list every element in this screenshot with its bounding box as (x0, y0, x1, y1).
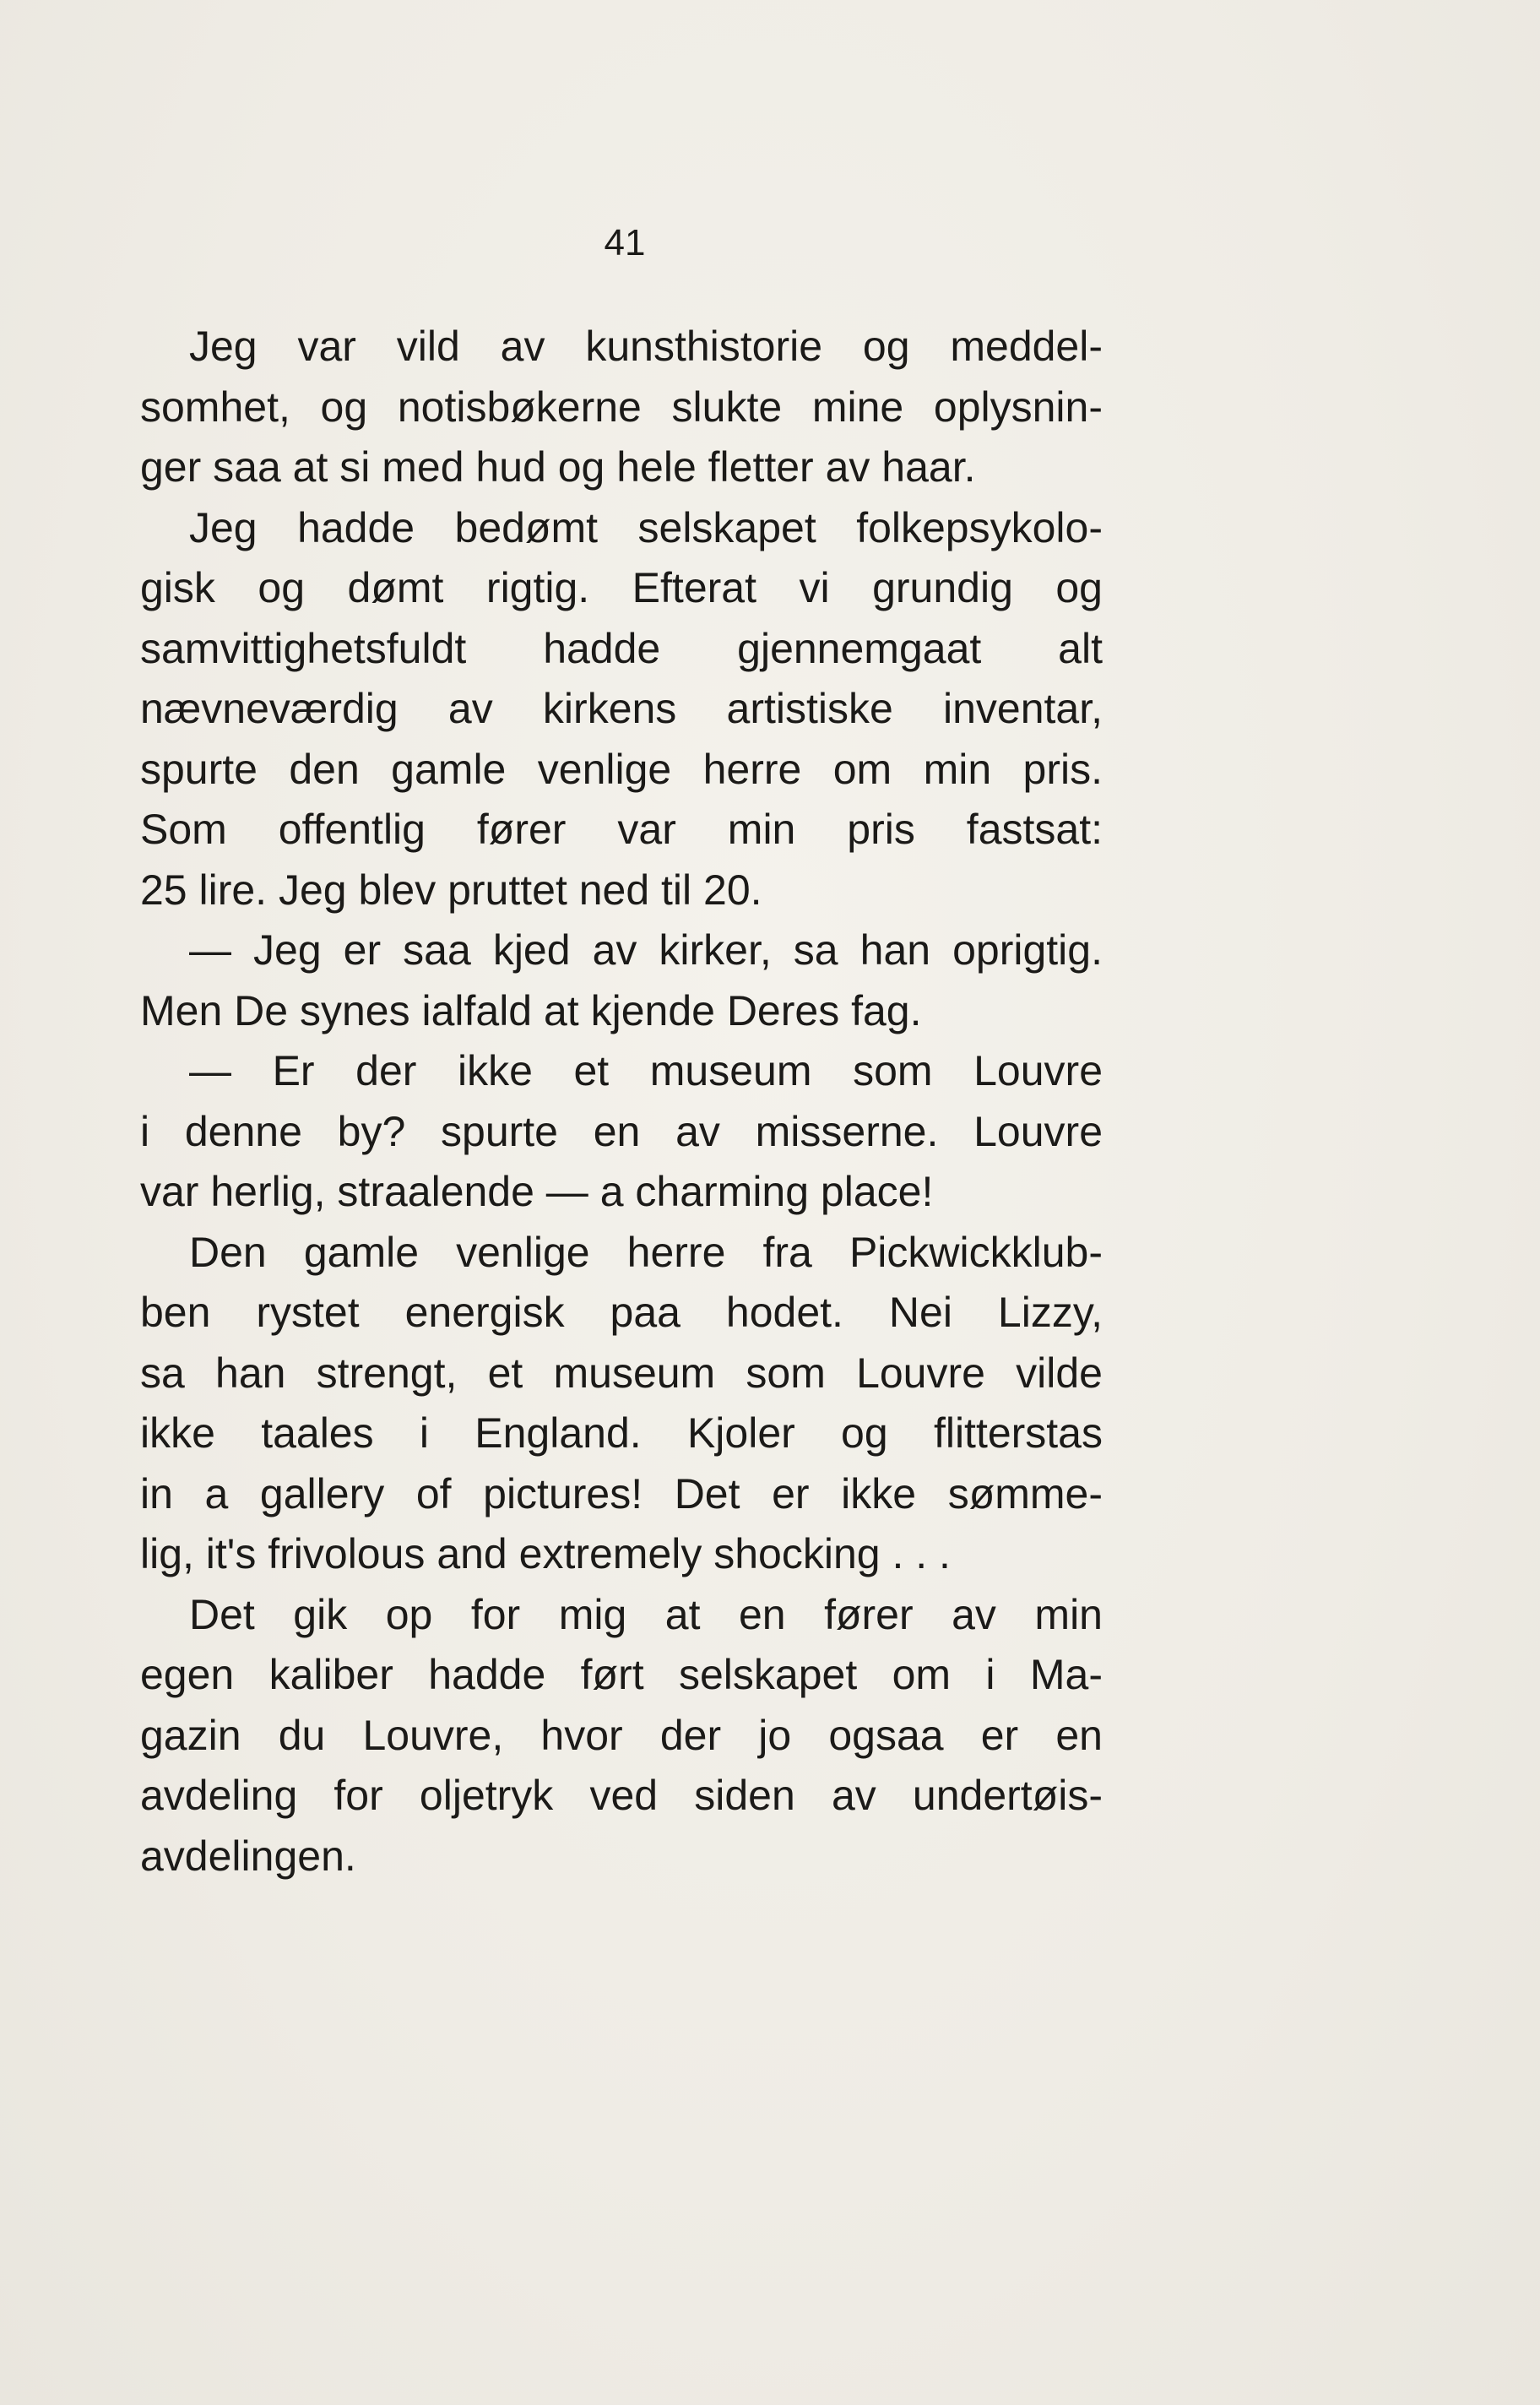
text-line: avdeling for oljetryk ved siden av undertøis- (140, 1772, 1103, 1819)
body-text (140, 317, 1103, 1887)
text-line: samvittighetsfuldt hadde gjennemgaat alt (140, 624, 1103, 672)
text-line: Den gamle venlige herre fra Pickwickklub- (189, 1228, 1103, 1276)
text-line: Jeg hadde bedømt selskapet folkepsykolo- (189, 503, 1103, 551)
text-line: gazin du Louvre, hvor der jo ogsaa er en (140, 1711, 1103, 1759)
text-line: spurte den gamle venlige herre om min pris. (140, 745, 1103, 793)
text-line: var herlig, straalende — a charming place! (140, 1168, 934, 1215)
text-line: gisk og dømt rigtig. Efterat vi grundig og (140, 564, 1103, 611)
text-line: ikke taales i England. Kjoler og flitterstas (140, 1409, 1103, 1457)
text-line: Men De synes ialfald at kjende Deres fag. (140, 986, 922, 1034)
text-line: i denne by? spurte en av misserne. Louvre (140, 1107, 1103, 1155)
text-line: — Jeg er saa kjed av kirker, sa han oprigtig. (189, 926, 1103, 974)
text-line: Det gik op for mig at en fører av min (189, 1590, 1103, 1638)
text-line: ger saa at si med hud og hele fletter av haar. (140, 443, 976, 491)
text-line: 25 lire. Jeg blev pruttet ned til 20. (140, 866, 762, 914)
text-line: Jeg var vild av kunsthistorie og meddel- (189, 323, 1103, 370)
page-number: 41 (604, 222, 646, 263)
text-line: Som offentlig fører var min pris fastsat: (140, 806, 1103, 853)
text-line: in a gallery of pictures! Det er ikke sømme- (140, 1469, 1103, 1517)
text-line: nævneværdig av kirkens artistiske inventar, (140, 685, 1103, 732)
text-line: egen kaliber hadde ført selskapet om i Ma- (140, 1651, 1103, 1698)
text-line: avdelingen. (140, 1832, 356, 1880)
text-line: ben rystet energisk paa hodet. Nei Lizzy, (140, 1289, 1103, 1336)
text-line: — Er der ikke et museum som Louvre (189, 1047, 1103, 1094)
text-line: sa han strengt, et museum som Louvre vilde (140, 1349, 1103, 1397)
text-line: lig, it's frivolous and extremely shocking . . . (140, 1530, 951, 1577)
text-line: somhet, og notisbøkerne slukte mine oplysnin- (140, 383, 1103, 431)
